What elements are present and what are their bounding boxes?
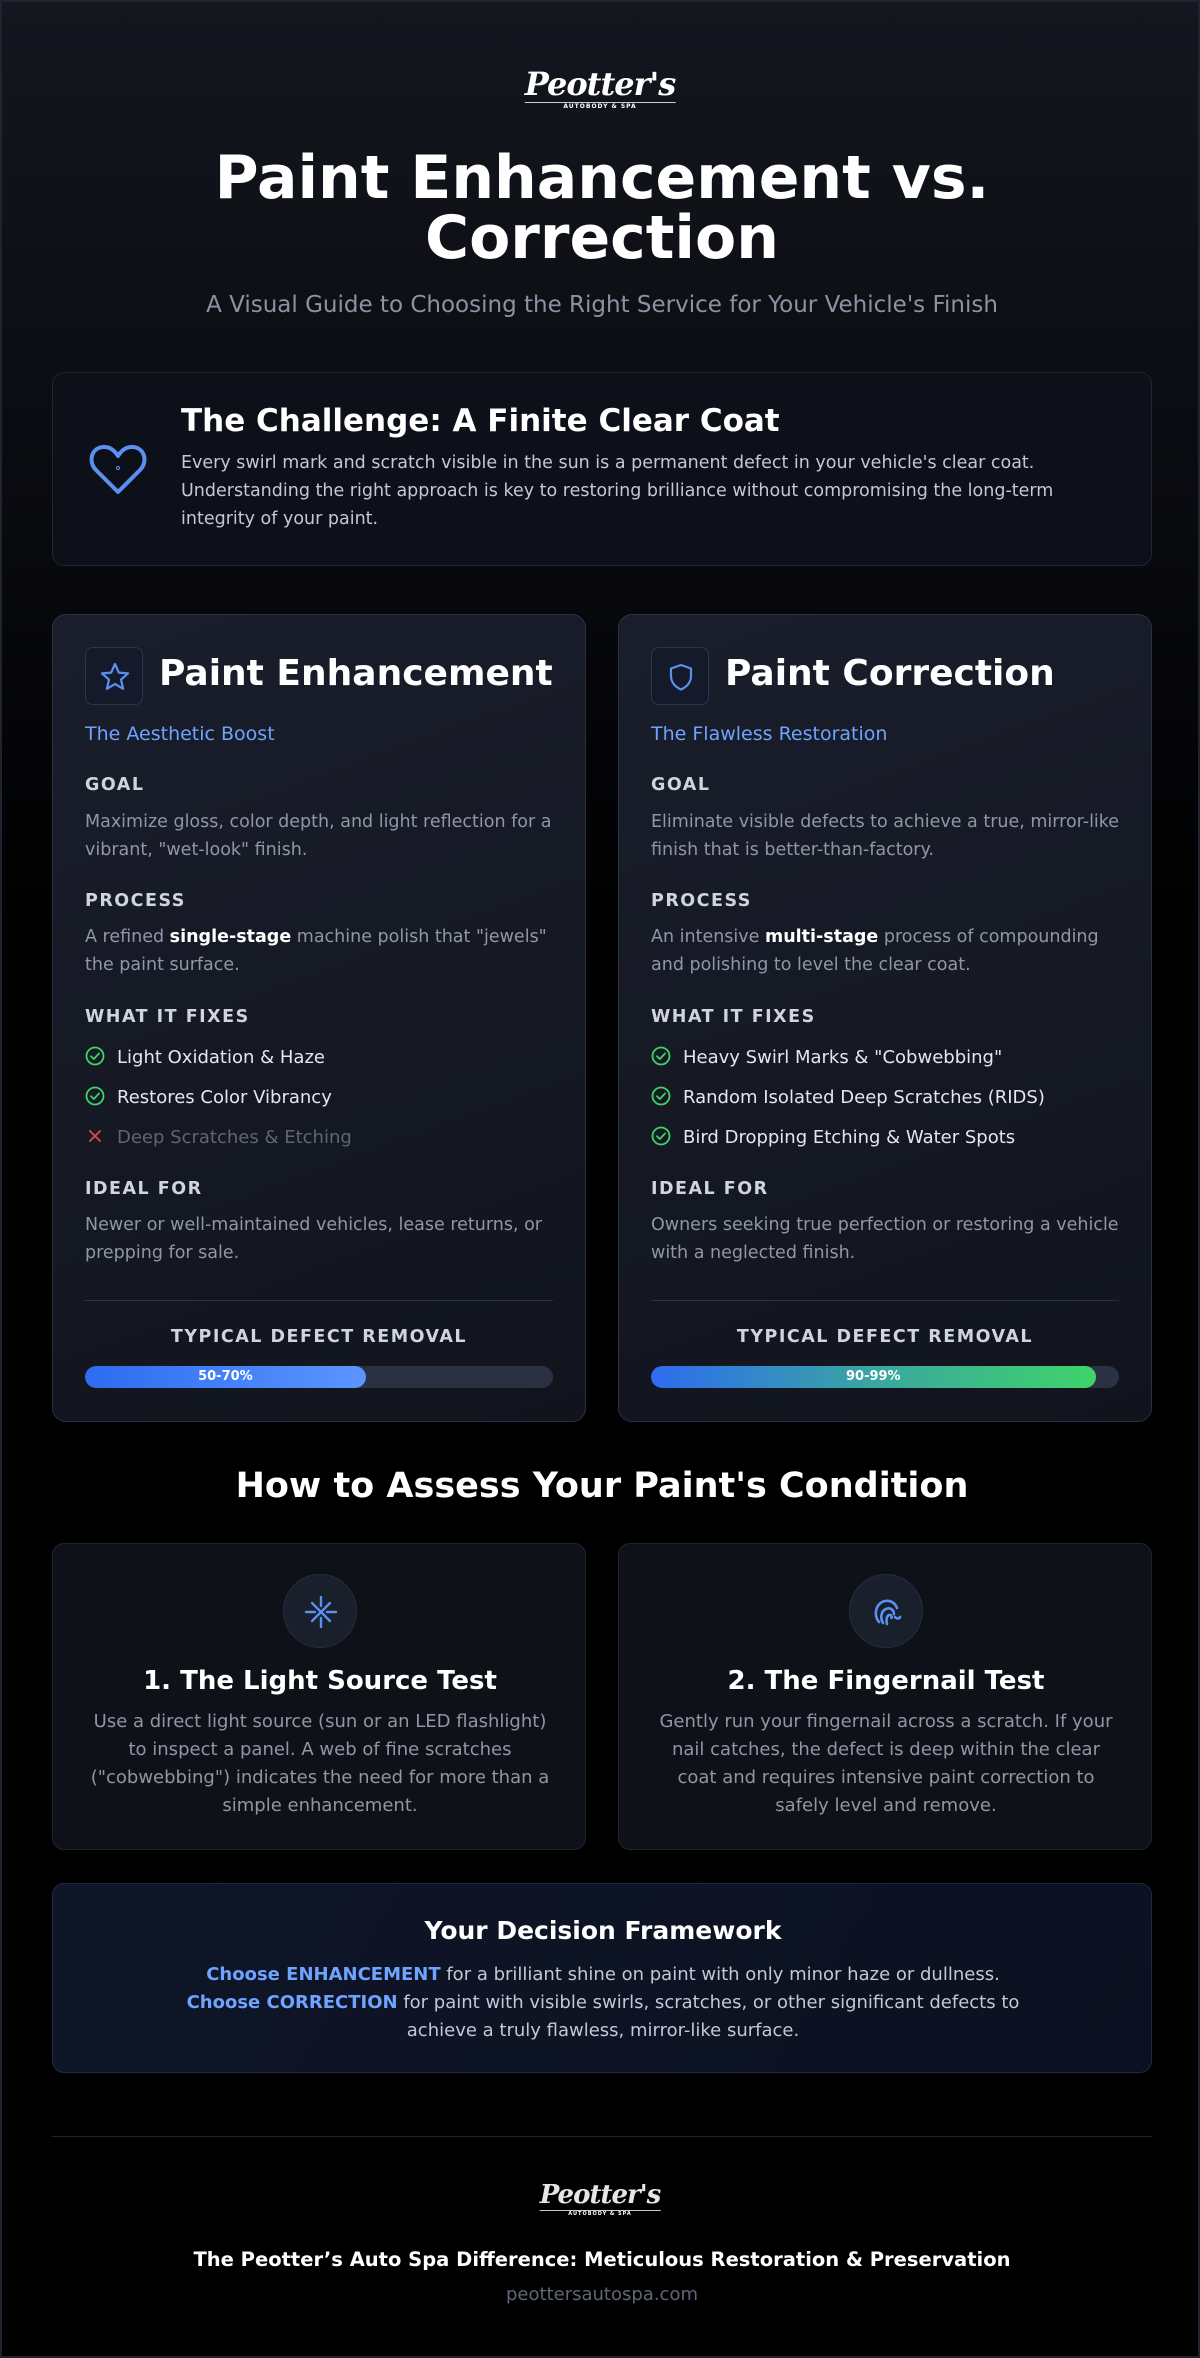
enhancement-removal-bar xyxy=(85,1366,553,1388)
challenge-panel xyxy=(52,372,1152,566)
enhancement-goal: Maximize gloss, color depth, and light reflection for a vibrant, "wet-look" finish. xyxy=(85,812,552,860)
fingerprint-icon xyxy=(869,1594,905,1630)
correction-card xyxy=(618,614,1152,1422)
sparkle-icon xyxy=(303,1594,339,1630)
fingernail-test-card xyxy=(618,1543,1152,1850)
fix-item xyxy=(651,1046,1002,1068)
process-text-post: machine polish that "jewels" the paint surface. xyxy=(85,927,547,975)
correction-process-label: PROCESS xyxy=(651,891,752,911)
check-icon xyxy=(85,1086,105,1106)
page-title: Paint Enhancement vs. Correction xyxy=(214,143,990,273)
framework-enhancement-line xyxy=(173,1961,1033,1989)
logo-script: Peotter's xyxy=(539,2180,661,2210)
enhancement-ideal-label: IDEAL FOR xyxy=(85,1179,203,1199)
correction-fixes-label: WHAT IT FIXES xyxy=(651,1007,816,1027)
logo-sub: AUTOBODY & SPA xyxy=(525,102,676,110)
check-icon xyxy=(651,1126,671,1146)
fix-label: Restores Color Vibrancy xyxy=(117,1087,332,1108)
correction-tagline: The Flawless Restoration xyxy=(651,723,888,745)
correction-removal-bar xyxy=(651,1366,1119,1388)
fix-label: Light Oxidation & Haze xyxy=(117,1047,325,1068)
shield-icon xyxy=(666,662,696,692)
card-divider xyxy=(85,1300,553,1301)
enhancement-removal-value: 50-70% xyxy=(198,1369,253,1384)
check-icon xyxy=(85,1046,105,1066)
light-source-test-card xyxy=(52,1543,586,1850)
assess-title: How to Assess Your Paint's Condition xyxy=(235,1466,969,1506)
correction-removal-label: TYPICAL DEFECT REMOVAL xyxy=(736,1327,1034,1347)
fix-label: Random Isolated Deep Scratches (RIDS) xyxy=(683,1087,1045,1108)
process-text-bold: multi-stage xyxy=(764,927,879,947)
test-icon-circle xyxy=(849,1574,923,1648)
correction-ideal-label: IDEAL FOR xyxy=(651,1179,769,1199)
enhancement-removal-label: TYPICAL DEFECT REMOVAL xyxy=(170,1327,468,1347)
test-icon-circle xyxy=(283,1574,357,1648)
correction-title: Paint Correction xyxy=(725,653,1055,694)
fix-item xyxy=(85,1046,325,1068)
enhancement-process-label: PROCESS xyxy=(85,891,186,911)
check-icon xyxy=(651,1086,671,1106)
fix-item xyxy=(85,1086,332,1108)
framework-correction-text: for paint with visible swirls, scratches, or other significant defects to achieve a truly flawless, mirror-like surface. xyxy=(397,1992,1020,2041)
enhancement-card xyxy=(52,614,586,1422)
brand-logo[interactable] xyxy=(524,65,676,110)
process-text-pre: A refined xyxy=(85,927,170,947)
enhancement-ideal: Newer or well-maintained vehicles, lease returns, or prepping for sale. xyxy=(85,1215,542,1263)
challenge-title: The Challenge: A Finite Clear Coat xyxy=(181,403,780,439)
fix-label: Bird Dropping Etching & Water Spots xyxy=(683,1127,1016,1148)
correction-icon-box xyxy=(651,647,709,705)
framework-enhancement-bold: Choose ENHANCEMENT xyxy=(206,1964,441,1985)
framework-title: Your Decision Framework xyxy=(424,1916,782,1945)
process-text-post: process of compounding and polishing to level the clear coat. xyxy=(651,927,1099,975)
correction-ideal: Owners seeking true perfection or restoring a vehicle with a neglected finish. xyxy=(651,1215,1119,1263)
footer-title: The Peotter’s Auto Spa Difference: Meticulous Restoration & Preservation xyxy=(193,2248,1011,2271)
correction-goal-label: GOAL xyxy=(651,775,711,795)
footer-url-link[interactable]: peottersautospa.com xyxy=(506,2284,698,2305)
cross-icon xyxy=(85,1126,105,1146)
heart-icon xyxy=(87,438,149,500)
footer-logo[interactable] xyxy=(540,2182,661,2217)
star-icon xyxy=(100,662,130,692)
check-icon xyxy=(651,1046,671,1066)
framework-correction-bold: Choose CORRECTION xyxy=(186,1992,398,2013)
correction-process xyxy=(651,923,1126,979)
challenge-body: Every swirl mark and scratch visible in the sun is a permanent defect in your vehicle's clear coat. Understanding the right approach is key to restoring brilliance without compromising the long-term integrity of your paint. xyxy=(181,453,1054,529)
enhancement-goal-label: GOAL xyxy=(85,775,145,795)
fix-label: Deep Scratches & Etching xyxy=(117,1127,352,1148)
correction-goal: Eliminate visible defects to achieve a true, mirror-like finish that is better-than-factory. xyxy=(651,812,1120,860)
test-body: Gently run your fingernail across a scratch. If your nail catches, the defect is deep within the clear coat and requires intensive paint correction to safely level and remove. xyxy=(659,1711,1113,1816)
process-text-pre: An intensive xyxy=(651,927,765,947)
logo-script: Peotter's xyxy=(524,65,676,103)
enhancement-process xyxy=(85,923,560,979)
framework-correction-line xyxy=(173,1989,1033,2045)
enhancement-title: Paint Enhancement xyxy=(159,653,553,694)
fix-item-excluded xyxy=(85,1126,352,1148)
card-divider xyxy=(651,1300,1119,1301)
enhancement-icon-box xyxy=(85,647,143,705)
decision-framework-panel xyxy=(52,1883,1152,2073)
fix-item xyxy=(651,1086,1045,1108)
framework-enhancement-text: for a brilliant shine on paint with only minor haze or dullness. xyxy=(440,1964,1000,1985)
process-text-bold: single-stage xyxy=(169,927,292,947)
test-title: 1. The Light Source Test xyxy=(143,1666,497,1696)
fix-label: Heavy Swirl Marks & "Cobwebbing" xyxy=(683,1047,1003,1068)
enhancement-fixes-label: WHAT IT FIXES xyxy=(85,1007,250,1027)
test-body: Use a direct light source (sun or an LED flashlight) to inspect a panel. A web of fine scratches ("cobwebbing") indicates the need for more than a simple enhancement. xyxy=(90,1711,550,1816)
logo-sub: AUTOBODY & SPA xyxy=(540,2210,661,2217)
fix-item xyxy=(651,1126,1015,1148)
page-subtitle: A Visual Guide to Choosing the Right Service for Your Vehicle's Finish xyxy=(206,292,998,318)
footer-divider xyxy=(52,2136,1152,2137)
correction-removal-value: 90-99% xyxy=(845,1369,901,1384)
test-title: 2. The Fingernail Test xyxy=(727,1666,1045,1696)
enhancement-tagline: The Aesthetic Boost xyxy=(85,723,275,745)
